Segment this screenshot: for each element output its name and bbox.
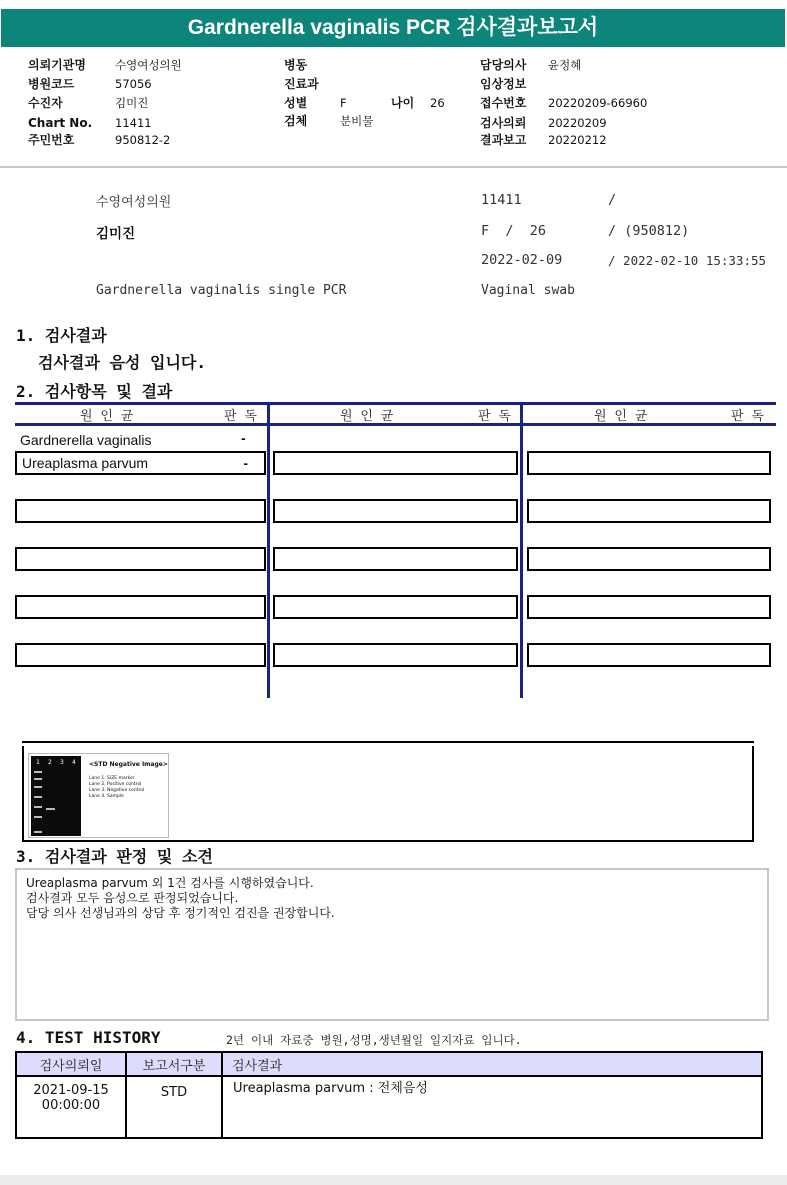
receipt-value: 20220209-66960 bbox=[548, 96, 648, 110]
sex-value: F bbox=[340, 96, 347, 110]
col-header-organism-2: 원 인 균 bbox=[340, 409, 394, 424]
grid-divider-2 bbox=[520, 402, 523, 698]
gel-band bbox=[34, 786, 42, 788]
table-row bbox=[16, 1076, 762, 1138]
image-top-rule bbox=[22, 741, 754, 743]
history-date: 2021-09-15 bbox=[33, 1083, 109, 1098]
gel-band bbox=[34, 771, 42, 773]
col-header-judge-1: 판 독 bbox=[224, 409, 257, 424]
dept-label: 진료과 bbox=[284, 77, 319, 91]
gel-band bbox=[34, 796, 42, 798]
opinion-line: Ureaplasma parvum 외 1건 검사를 시행하였습니다. bbox=[26, 876, 314, 890]
result-cell bbox=[273, 547, 518, 571]
result-cell bbox=[527, 499, 771, 523]
specimen-value: 분비물 bbox=[340, 114, 374, 128]
gel-legend-item: Lane 2. Positive control bbox=[89, 782, 142, 787]
doctor-label: 담당의사 bbox=[480, 58, 527, 72]
info-test-name: Gardnerella vaginalis single PCR bbox=[96, 283, 347, 298]
history-header-result: 검사결과 bbox=[222, 1052, 762, 1076]
institution-label: 의뢰기관명 bbox=[28, 58, 86, 72]
request-label: 검사의뢰 bbox=[480, 116, 527, 130]
opinion-line: 검사결과 모두 음성으로 판정되었습니다. bbox=[26, 891, 239, 905]
institution-value: 수영여성의원 bbox=[115, 58, 182, 72]
col-header-judge-2: 판 독 bbox=[478, 409, 511, 424]
result-cell bbox=[527, 643, 771, 667]
result-cell bbox=[15, 451, 266, 475]
gel-image bbox=[28, 753, 169, 838]
clinical-label: 임상정보 bbox=[480, 77, 527, 91]
section-2-title: 2. 검사항목 및 결과 bbox=[16, 382, 173, 401]
page-footer-bar bbox=[0, 1175, 787, 1185]
opinion-box bbox=[15, 868, 769, 1021]
col-header-organism-3: 원 인 균 bbox=[594, 409, 648, 424]
gel-title: <STD Negative Image> bbox=[89, 761, 168, 768]
info-chart: 11411 bbox=[481, 192, 522, 208]
specimen-label: 검체 bbox=[284, 114, 308, 128]
gel-band bbox=[34, 816, 42, 818]
result-cell bbox=[273, 499, 518, 523]
col-header-organism-1: 원 인 균 bbox=[80, 409, 134, 424]
age-label: 나이 bbox=[391, 96, 415, 110]
info-date-request: 2022-02-09 bbox=[481, 252, 563, 268]
sex-label: 성별 bbox=[284, 96, 308, 110]
col-header-judge-3: 판 독 bbox=[731, 409, 764, 424]
lane-number: 3 bbox=[60, 759, 64, 766]
result-cell bbox=[527, 451, 771, 475]
history-type: STD bbox=[126, 1076, 222, 1138]
chart-label: Chart No. bbox=[28, 116, 93, 130]
info-slash: / bbox=[608, 192, 617, 208]
report-title: Gardnerella vaginalis PCR 검사결과보고서 bbox=[1, 9, 785, 47]
info-birth: / (950812) bbox=[608, 223, 690, 239]
receipt-label: 접수번호 bbox=[480, 96, 527, 110]
hospital-code-label: 병원코드 bbox=[28, 77, 75, 91]
result-cell bbox=[15, 547, 266, 571]
patient-value: 김미진 bbox=[115, 96, 149, 110]
history-note: 2년 이내 자료중 병원,성명,생년월일 일지자료 입니다. bbox=[226, 1033, 522, 1047]
gel-band bbox=[34, 806, 42, 808]
doctor-value: 윤정혜 bbox=[548, 58, 582, 72]
gel-legend-item: Lane 4. Sample bbox=[89, 794, 124, 799]
report-date-label: 결과보고 bbox=[480, 133, 527, 147]
result-cell bbox=[273, 643, 518, 667]
grid-divider-1 bbox=[267, 402, 270, 698]
chart-value: 11411 bbox=[115, 116, 152, 130]
header-divider bbox=[0, 166, 787, 168]
history-date-cell bbox=[16, 1076, 126, 1138]
history-header-type: 보고서구분 bbox=[126, 1052, 222, 1076]
history-time: 00:00:00 bbox=[41, 1098, 101, 1113]
lane-number: 1 bbox=[36, 759, 40, 766]
info-specimen: Vaginal swab bbox=[481, 283, 575, 298]
age-value: 26 bbox=[430, 96, 445, 110]
gel-band bbox=[34, 831, 42, 833]
result-cell bbox=[527, 547, 771, 571]
gel-band bbox=[46, 808, 55, 810]
result-cell bbox=[273, 451, 518, 475]
gel-legend-item: Lane 1. SIZE marker bbox=[89, 776, 135, 781]
opinion-line: 담당 의사 선생님과의 상담 후 정기적인 검진을 권장합니다. bbox=[26, 906, 335, 920]
gel-lanes bbox=[31, 756, 81, 836]
ward-label: 병동 bbox=[284, 58, 308, 72]
item-result: - bbox=[241, 430, 246, 446]
info-sex-age: F / 26 bbox=[481, 223, 547, 239]
section-4-title: 4. TEST HISTORY bbox=[16, 1028, 161, 1047]
result-cell bbox=[273, 595, 518, 619]
section-3-title: 3. 검사결과 판정 및 소견 bbox=[16, 847, 213, 866]
history-header-date: 검사의뢰일 bbox=[16, 1052, 126, 1076]
history-table bbox=[15, 1051, 763, 1139]
rrn-value: 950812-2 bbox=[115, 133, 171, 147]
result-cell bbox=[15, 499, 266, 523]
lane-number: 2 bbox=[48, 759, 52, 766]
hospital-code-value: 57056 bbox=[115, 77, 152, 91]
request-value: 20220209 bbox=[548, 116, 607, 130]
history-result: Ureaplasma parvum : 전체음성 bbox=[222, 1076, 762, 1138]
section-1-title: 1. 검사결과 bbox=[16, 326, 107, 345]
result-cell bbox=[527, 595, 771, 619]
result-cell bbox=[15, 643, 266, 667]
info-date-report: / 2022-02-10 15:33:55 bbox=[608, 253, 767, 268]
item-result: - bbox=[243, 455, 248, 471]
info-institution: 수영여성의원 bbox=[96, 195, 172, 210]
item-name: Gardnerella vaginalis bbox=[20, 432, 152, 448]
rrn-label: 주민번호 bbox=[28, 133, 75, 147]
lane-number: 4 bbox=[72, 759, 76, 766]
patient-label: 수진자 bbox=[28, 96, 63, 110]
result-cell bbox=[15, 595, 266, 619]
info-patient: 김미진 bbox=[96, 226, 136, 242]
overall-result: 검사결과 음성 입니다. bbox=[38, 353, 207, 372]
gel-legend-item: Lane 3. Negative control bbox=[89, 788, 145, 793]
item-name: Ureaplasma parvum bbox=[22, 455, 149, 471]
gel-band bbox=[34, 778, 42, 780]
report-date-value: 20220212 bbox=[548, 133, 607, 147]
